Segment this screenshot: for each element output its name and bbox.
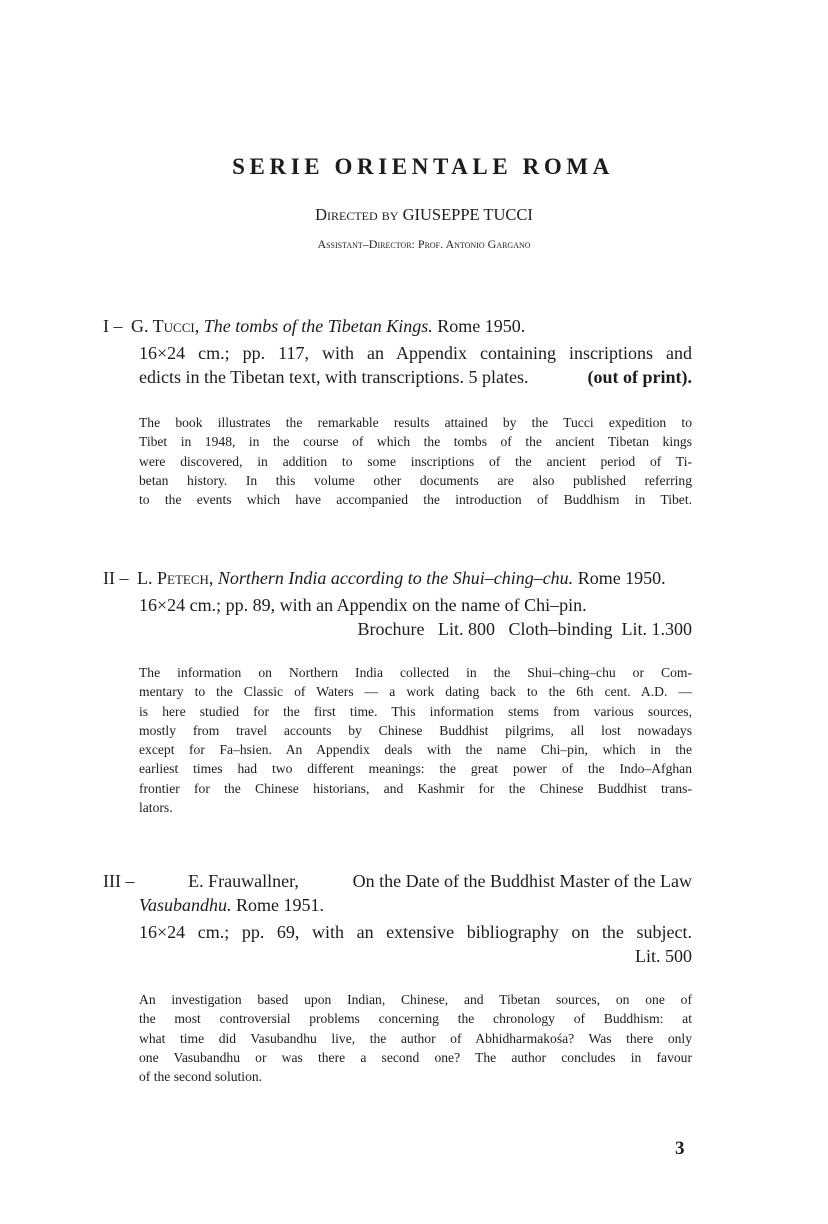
entry-details-line: 16×24 cm.; pp. 89, with an Appendix on the name of Chi–pin.	[139, 595, 587, 615]
entry-place-date: Rome 1950.	[437, 316, 526, 336]
entry-heading	[103, 566, 666, 590]
description-line: is here studied for the first time. This information stems from various sources,	[139, 703, 692, 719]
description-line: frontier for the Chinese historians, and Kashmir for the Chinese Buddhist trans-	[139, 780, 692, 796]
description-line: of the second solution.	[139, 1069, 263, 1085]
entry-number: II –	[103, 568, 129, 588]
description-line: The information on Northern India collected in the Shui–ching–chu or Com-	[139, 665, 692, 680]
entry-author: E. Frauwallner,	[188, 871, 299, 891]
description-line: what time did Vasubandhu live, the author of Abhidharmakośa? Was there only	[139, 1030, 692, 1046]
description-line: earliest times had two different meanings: the great power of the Indo–Afghan	[139, 761, 692, 777]
entry-heading	[103, 869, 692, 893]
entry-title-cont: Vasubandhu.	[139, 895, 232, 915]
entry-details-line	[139, 365, 692, 389]
entry-details-line: 16×24 cm.; pp. 117, with an Appendix containing inscriptions and	[139, 343, 692, 363]
entry-title: Northern India according to the Shui–ching–chu.	[217, 568, 574, 588]
directed-prefix: Directed by	[315, 205, 399, 224]
description-line: lators.	[139, 800, 173, 816]
entry-status: (out of print).	[587, 367, 692, 387]
description-line: the most controversial problems concerning the chronology of Buddhism: at	[139, 1011, 692, 1027]
assistant-prefix: Assistant–Director:	[317, 237, 415, 251]
entry-details-line: 16×24 cm.; pp. 69, with an extensive bibliography on the subject.	[139, 922, 692, 942]
entry-place-date: Rome 1950.	[577, 568, 666, 588]
description-line: mentary to the Classic of Waters — a work dating back to the 6th cent. A.D. —	[139, 684, 692, 700]
entry-place-date: Rome 1951.	[236, 895, 325, 915]
description-line: The book illustrates the remarkable results attained by the Tucci expedition to	[139, 415, 692, 430]
page-number: 3	[675, 1138, 685, 1159]
series-title: SERIE ORIENTALE ROMA	[232, 154, 614, 179]
entry-number: III –	[103, 871, 135, 891]
entry-author: L. Petech,	[137, 568, 214, 588]
entry-title: On the Date of the Buddhist Master of the Law	[352, 871, 692, 891]
description-line: except for Fa–hsien. An Appendix deals with the name Chi–pin, which in the	[139, 742, 692, 758]
entry-details-text: edicts in the Tibetan text, with transcriptions. 5 plates.	[139, 367, 529, 387]
entry-number: I –	[103, 316, 123, 336]
assistant-director-line	[0, 237, 828, 252]
description-line: betan history. In this volume other documents are also published referring	[139, 472, 692, 488]
description-line: to the events which have accompanied the introduction of Buddhism in Tibet.	[139, 492, 692, 508]
entry-description	[139, 990, 692, 1086]
entry-price-line: Brochure Lit. 800 Cloth–binding Lit. 1.300	[357, 619, 692, 639]
entry-description	[139, 413, 692, 509]
assistant-name: Prof. Antonio Gargano	[417, 237, 531, 251]
entry-price-line: Lit. 500	[635, 946, 692, 966]
description-line: were discovered, in addition to some inscriptions of the ancient period of Ti-	[139, 453, 692, 469]
entry-heading	[103, 314, 525, 338]
description-line: one Vasubandhu or was there a second one? The author concludes in favour	[139, 1049, 692, 1065]
description-line: mostly from travel accounts by Chinese Buddhist pilgrims, all lost nowadays	[139, 722, 692, 738]
description-line: An investigation based upon Indian, Chinese, and Tibetan sources, on one of	[139, 992, 692, 1007]
entry-heading-cont	[139, 893, 324, 917]
entry-author: G. Tucci,	[131, 316, 200, 336]
director-line	[0, 205, 828, 225]
entry-title: The tombs of the Tibetan Kings.	[203, 316, 433, 336]
description-line: Tibet in 1948, in the course of which the tombs of the ancient Tibetan kings	[139, 434, 692, 450]
director-name: GIUSEPPE TUCCI	[402, 205, 533, 224]
entry-description	[139, 663, 692, 817]
